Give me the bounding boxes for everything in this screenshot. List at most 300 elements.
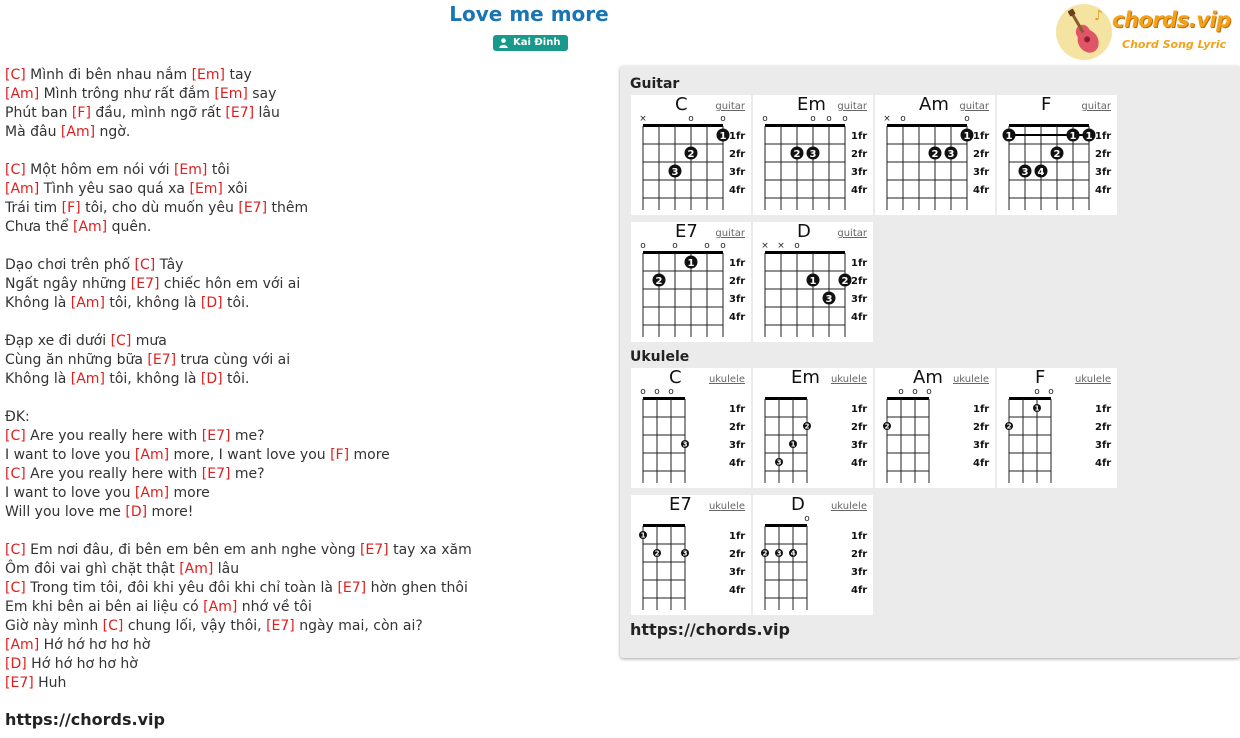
chord-name: D <box>791 494 805 515</box>
finger-dot <box>639 531 647 540</box>
finger-dot <box>669 165 682 179</box>
fret-label: 3fr <box>729 294 746 305</box>
open-string-mark: o <box>804 514 810 524</box>
lyric-text: Will you love me <box>5 504 126 520</box>
open-string-mark: o <box>704 241 710 251</box>
lyric-text: lâu <box>213 561 240 577</box>
fret-label: 2fr <box>851 276 868 287</box>
lyric-line <box>5 218 605 237</box>
lyric-text: more <box>169 485 210 501</box>
svg-text:1: 1 <box>687 258 695 269</box>
fret-label: 1fr <box>729 131 746 142</box>
chord-mark[interactable]: [Am] <box>134 485 170 501</box>
guitar-link[interactable]: guitar <box>837 228 867 239</box>
chord-mark[interactable]: [C] <box>5 580 26 596</box>
lyric-text: tôi. <box>222 371 250 387</box>
guitar-chord-card-e7[interactable] <box>631 222 751 342</box>
chord-mark[interactable]: [Am] <box>203 599 238 615</box>
footer-site-link[interactable]: https://chords.vip <box>5 710 165 729</box>
svg-text:1: 1 <box>809 276 817 287</box>
lyric-text: Phút ban <box>5 105 72 121</box>
finger-dot <box>775 458 783 467</box>
chord-mark[interactable]: [E7] <box>201 428 231 444</box>
open-string-mark: o <box>926 387 932 397</box>
fret-label: 4fr <box>729 185 746 196</box>
open-string-mark: o <box>688 114 694 124</box>
fret-label: 2fr <box>851 422 868 433</box>
lyric-line <box>5 408 605 427</box>
lyric-blank-line <box>5 389 605 408</box>
guitar-chord-card-am[interactable] <box>875 95 995 215</box>
lyric-line <box>5 484 605 503</box>
finger-dot <box>1051 147 1064 161</box>
guitar-chord-card-d[interactable] <box>753 222 873 342</box>
fret-label: 1fr <box>729 404 746 415</box>
guitar-heading: Guitar <box>630 76 680 92</box>
fret-label: 2fr <box>1095 422 1112 433</box>
lyric-line <box>5 636 605 655</box>
ukulele-chord-card-e7[interactable] <box>631 495 751 615</box>
fret-label: 3fr <box>973 440 990 451</box>
lyric-text: Are you really here with <box>25 428 202 444</box>
finger-dot <box>653 274 666 288</box>
lyric-text: Em khi bên ai bên ai liệu có <box>5 599 204 615</box>
finger-dot <box>761 549 769 558</box>
logo-brand: chords.vip <box>1112 8 1231 32</box>
open-string-mark: o <box>912 387 918 397</box>
open-string-mark: o <box>810 114 816 124</box>
logo-tagline: Chord Song Lyric <box>1122 38 1227 51</box>
chord-mark[interactable]: [Em] <box>214 86 248 102</box>
svg-text:1: 1 <box>719 131 727 142</box>
open-string-mark: o <box>640 387 646 397</box>
lyric-text: Mình đi bên nhau nắm <box>25 67 192 83</box>
ukulele-link[interactable]: ukulele <box>952 374 989 385</box>
lyric-text: Tây <box>155 257 184 273</box>
guitar-link[interactable]: guitar <box>715 228 745 239</box>
site-logo[interactable] <box>1052 2 1240 62</box>
guitar-chord-card-c[interactable] <box>631 95 751 215</box>
svg-text:3: 3 <box>682 549 688 558</box>
lyric-line <box>5 256 605 275</box>
chord-mark[interactable]: [Am] <box>5 86 40 102</box>
lyric-text: Mà đâu <box>5 124 61 140</box>
chord-mark[interactable]: [C] <box>5 428 26 444</box>
fret-label: 3fr <box>729 440 746 451</box>
lyric-text: Tình yêu sao quá xa <box>39 181 190 197</box>
lyric-blank-line <box>5 237 605 256</box>
open-string-mark: o <box>720 241 726 251</box>
song-title: Love me more <box>449 2 609 26</box>
ukulele-heading: Ukulele <box>630 349 690 365</box>
fret-label: 4fr <box>729 312 746 323</box>
svg-text:3: 3 <box>1021 167 1029 178</box>
open-string-mark: o <box>720 114 726 124</box>
svg-text:1: 1 <box>640 531 646 540</box>
fret-label: 1fr <box>851 131 868 142</box>
lyric-line <box>5 85 605 104</box>
lyric-text: Are you really here with <box>25 466 202 482</box>
svg-text:3: 3 <box>682 440 688 449</box>
chord-mark[interactable]: [Am] <box>179 561 214 577</box>
fret-label: 4fr <box>851 458 868 469</box>
lyric-text: nhớ về tôi <box>237 599 312 615</box>
ukulele-chord-card-f[interactable] <box>997 368 1117 488</box>
svg-text:1: 1 <box>1069 131 1077 142</box>
finger-dot <box>945 147 958 161</box>
lyric-text: tay xa xăm <box>388 542 472 558</box>
chord-mark[interactable]: [Am] <box>5 181 40 197</box>
lyric-line <box>5 161 605 180</box>
guitar-chord-card-f[interactable] <box>997 95 1117 215</box>
chord-mark[interactable]: [E7] <box>359 542 389 558</box>
chord-mark[interactable]: [Em] <box>173 162 208 178</box>
lyric-text: me? <box>230 466 265 482</box>
finger-dot <box>1005 422 1013 431</box>
ukulele-link[interactable]: ukulele <box>830 374 867 385</box>
finger-dot <box>1035 165 1048 179</box>
svg-text:3: 3 <box>947 149 955 160</box>
svg-text:4: 4 <box>1037 167 1045 178</box>
muted-string-mark: × <box>883 114 891 124</box>
lyric-text: thêm <box>267 200 309 216</box>
lyric-text: more <box>349 447 390 463</box>
lyric-line <box>5 579 605 598</box>
finger-dot <box>807 274 820 288</box>
user-icon <box>499 38 508 48</box>
svg-text:2: 2 <box>762 549 768 558</box>
fret-label: 4fr <box>1095 185 1112 196</box>
lyric-text: đầu, mình ngỡ rất <box>90 105 226 121</box>
finger-dot <box>717 129 730 143</box>
svg-text:1: 1 <box>790 440 796 449</box>
muted-string-mark: × <box>777 241 785 251</box>
chord-name: Am <box>913 367 943 388</box>
lyric-text: chung lối, vậy thôi, <box>123 618 267 634</box>
ukulele-chord-card-c[interactable] <box>631 368 751 488</box>
lyric-line <box>5 541 605 560</box>
svg-text:1: 1 <box>1034 404 1040 413</box>
finger-dot <box>961 129 974 143</box>
svg-text:2: 2 <box>1006 422 1012 431</box>
finger-dot <box>823 292 836 306</box>
svg-text:♪: ♪ <box>1094 8 1103 24</box>
lyric-line <box>5 503 605 522</box>
chord-mark[interactable]: [E7] <box>201 466 231 482</box>
finger-dot <box>775 549 783 558</box>
chord-mark[interactable]: [Em] <box>189 181 223 197</box>
muted-string-mark: × <box>639 114 647 124</box>
guitar-link[interactable]: guitar <box>837 101 867 112</box>
chord-mark[interactable]: [F] <box>61 200 81 216</box>
ukulele-chord-card-em[interactable] <box>753 368 873 488</box>
artist-name: Kai Đinh <box>513 37 561 48</box>
chord-mark[interactable]: [Am] <box>5 637 40 653</box>
fret-label: 1fr <box>729 258 746 269</box>
lyric-text: Không là <box>5 371 71 387</box>
lyric-line <box>5 66 605 85</box>
lyric-text: hờn ghen thôi <box>366 580 468 596</box>
lyric-text: mưa <box>131 333 167 349</box>
chord-mark[interactable]: [Am] <box>134 447 170 463</box>
ukulele-chord-diagram <box>753 495 873 615</box>
lyric-line <box>5 199 605 218</box>
chord-name: C <box>669 367 682 388</box>
svg-text:2: 2 <box>804 422 810 431</box>
fret-label: 1fr <box>851 404 868 415</box>
svg-text:3: 3 <box>776 549 782 558</box>
fret-label: 4fr <box>1095 458 1112 469</box>
finger-dot <box>803 422 811 431</box>
svg-text:2: 2 <box>655 276 663 287</box>
fret-label: 2fr <box>729 422 746 433</box>
fret-label: 3fr <box>973 167 990 178</box>
lyric-text: Cùng ăn những bữa <box>5 352 148 368</box>
guitar-link[interactable]: guitar <box>715 101 745 112</box>
open-string-mark: o <box>654 387 660 397</box>
lyric-text: quên. <box>107 219 152 235</box>
lyric-text: Đạp xe đi dưới <box>5 333 111 349</box>
lyric-text: I want to love you <box>5 447 135 463</box>
open-string-mark: o <box>672 241 678 251</box>
lyric-line <box>5 275 605 294</box>
finger-dot <box>1067 129 1080 143</box>
fret-label: 3fr <box>851 567 868 578</box>
lyric-line <box>5 617 605 636</box>
ukulele-chord-card-am[interactable] <box>875 368 995 488</box>
fret-label: 2fr <box>729 549 746 560</box>
lyric-blank-line <box>5 142 605 161</box>
chord-mark[interactable]: [C] <box>102 618 124 634</box>
chord-name: Em <box>797 94 826 115</box>
chord-mark[interactable]: [C] <box>5 542 26 558</box>
chord-mark[interactable]: [C] <box>110 333 132 349</box>
lyric-line <box>5 104 605 123</box>
lyric-text: tôi <box>207 162 230 178</box>
open-string-mark: o <box>900 114 906 124</box>
fret-label: 2fr <box>1095 149 1112 160</box>
svg-text:1: 1 <box>1085 131 1093 142</box>
chord-mark[interactable]: [E7] <box>147 352 177 368</box>
fret-label: 1fr <box>1095 404 1112 415</box>
svg-text:1: 1 <box>963 131 971 142</box>
lyric-text: tôi, cho dù muốn yêu <box>80 200 239 216</box>
chord-mark[interactable]: [Am] <box>60 124 96 140</box>
lyric-text: me? <box>230 428 265 444</box>
chord-panel <box>620 66 1240 658</box>
fret-label: 3fr <box>851 294 868 305</box>
chord-mark[interactable]: [D] <box>200 371 223 387</box>
lyric-line <box>5 294 605 313</box>
finger-dot <box>1003 129 1016 143</box>
ukulele-link[interactable]: ukulele <box>1074 374 1111 385</box>
lyric-text: Em nơi đâu, đi bên em bên em anh nghe vòng <box>25 542 360 558</box>
fret-label: 1fr <box>973 404 990 415</box>
lyric-text: Trong tim tôi, đôi khi yêu đôi khi chỉ toàn là <box>25 580 338 596</box>
ukulele-link[interactable]: ukulele <box>830 501 867 512</box>
finger-dot <box>883 422 891 431</box>
svg-text:3: 3 <box>809 149 817 160</box>
chord-mark[interactable]: [Am] <box>70 371 105 387</box>
open-string-mark: o <box>842 114 848 124</box>
chord-mark[interactable]: [E7] <box>225 105 255 121</box>
svg-text:2: 2 <box>931 149 939 160</box>
svg-text:3: 3 <box>671 167 679 178</box>
lyric-text: Huh <box>33 675 67 691</box>
chord-mark[interactable]: [F] <box>71 105 91 121</box>
open-string-mark: o <box>826 114 832 124</box>
fret-label: 1fr <box>1095 131 1112 142</box>
open-string-mark: o <box>1034 387 1040 397</box>
lyric-text: Giờ này mình <box>5 618 103 634</box>
lyric-line <box>5 427 605 446</box>
lyrics-body <box>5 66 605 693</box>
svg-text:2: 2 <box>1053 149 1061 160</box>
panel-site-link[interactable]: https://chords.vip <box>630 620 790 639</box>
lyric-blank-line <box>5 522 605 541</box>
svg-text:2: 2 <box>793 149 801 160</box>
lyric-text: lâu <box>254 105 280 121</box>
open-string-mark: o <box>898 387 904 397</box>
svg-text:3: 3 <box>776 458 782 467</box>
lyric-text: Trái tim <box>5 200 62 216</box>
svg-text:2: 2 <box>841 276 849 287</box>
lyric-text: ngày mai, còn ai? <box>294 618 423 634</box>
lyric-text: ĐK: <box>5 409 30 425</box>
guitar-chord-diagram <box>753 222 873 342</box>
fret-label: 4fr <box>851 312 868 323</box>
chord-name: E7 <box>669 494 692 515</box>
chord-mark[interactable]: [F] <box>330 447 350 463</box>
finger-dot <box>791 147 804 161</box>
chord-mark[interactable]: [E7] <box>266 618 295 634</box>
finger-dot <box>681 549 689 558</box>
lyric-text: tôi, không là <box>104 371 201 387</box>
fret-label: 1fr <box>851 258 868 269</box>
ukulele-chord-card-d[interactable] <box>753 495 873 615</box>
lyric-line <box>5 465 605 484</box>
chord-mark[interactable]: [Am] <box>72 219 108 235</box>
finger-dot <box>681 440 689 449</box>
chord-mark[interactable]: [D] <box>125 504 148 520</box>
chord-name: E7 <box>675 221 698 242</box>
lyric-text: Ôm đôi vai ghì chặt thật <box>5 561 180 577</box>
chord-mark[interactable]: [Em] <box>191 67 225 83</box>
lyric-text: Chưa thể <box>5 219 73 235</box>
lyric-line <box>5 560 605 579</box>
lyric-text: I want to love you <box>5 485 135 501</box>
fret-label: 2fr <box>973 149 990 160</box>
fret-label: 2fr <box>973 422 990 433</box>
lyric-line <box>5 332 605 351</box>
fret-label: 1fr <box>729 531 746 542</box>
guitar-link[interactable]: guitar <box>1081 101 1111 112</box>
chord-name: F <box>1035 367 1046 388</box>
finger-dot <box>1083 129 1096 143</box>
lyric-line <box>5 370 605 389</box>
lyric-text: ngờ. <box>95 124 131 140</box>
chord-mark[interactable]: [Am] <box>70 295 105 311</box>
fret-label: 4fr <box>729 585 746 596</box>
fret-label: 4fr <box>851 585 868 596</box>
chord-name: Em <box>791 367 820 388</box>
finger-dot <box>685 256 698 270</box>
fret-label: 3fr <box>1095 167 1112 178</box>
chord-mark[interactable]: [D] <box>200 295 223 311</box>
finger-dot <box>807 147 820 161</box>
lyric-text: Hớ hớ hơ hơ hờ <box>39 637 151 653</box>
artist-badge[interactable] <box>493 35 568 51</box>
fret-label: 4fr <box>851 185 868 196</box>
lyric-text: say <box>247 86 277 102</box>
fret-label: 3fr <box>729 167 746 178</box>
svg-text:2: 2 <box>654 549 660 558</box>
ukulele-chord-diagram <box>631 368 751 488</box>
lyric-line <box>5 446 605 465</box>
lyric-text: chiếc hôn em với ai <box>159 276 301 292</box>
chord-mark[interactable]: [E7] <box>5 675 34 691</box>
guitar-chord-card-em[interactable] <box>753 95 873 215</box>
chord-name: F <box>1041 94 1052 115</box>
open-string-mark: o <box>794 241 800 251</box>
finger-dot <box>929 147 942 161</box>
lyric-line <box>5 674 605 693</box>
ukulele-link[interactable]: ukulele <box>708 501 745 512</box>
chord-mark[interactable]: [E7] <box>337 580 367 596</box>
chord-name: C <box>675 94 688 115</box>
fret-label: 4fr <box>973 458 990 469</box>
lyric-text: xôi <box>222 181 248 197</box>
svg-text:3: 3 <box>825 294 833 305</box>
fret-label: 1fr <box>851 531 868 542</box>
lyric-text: tay <box>225 67 252 83</box>
fret-label: 2fr <box>851 149 868 160</box>
guitar-chord-diagram <box>997 95 1117 215</box>
lyric-text: tôi. <box>222 295 250 311</box>
lyric-line <box>5 655 605 674</box>
chord-mark[interactable]: [E7] <box>130 276 160 292</box>
finger-dot <box>1033 404 1041 413</box>
finger-dot <box>685 147 698 161</box>
chord-mark[interactable]: [E7] <box>238 200 268 216</box>
lyric-text: trưa cùng với ai <box>176 352 291 368</box>
chord-mark[interactable]: [C] <box>134 257 156 273</box>
ukulele-chord-diagram <box>997 368 1117 488</box>
chord-mark[interactable]: [D] <box>5 656 27 672</box>
lyric-blank-line <box>5 313 605 332</box>
fret-label: 2fr <box>729 276 746 287</box>
svg-text:1: 1 <box>1005 131 1013 142</box>
open-string-mark: o <box>964 114 970 124</box>
chord-name: Am <box>919 94 949 115</box>
guitar-link[interactable]: guitar <box>959 101 989 112</box>
chord-mark[interactable]: [C] <box>5 162 26 178</box>
open-string-mark: o <box>640 241 646 251</box>
chord-mark[interactable]: [C] <box>5 67 26 83</box>
fret-label: 3fr <box>1095 440 1112 451</box>
ukulele-link[interactable]: ukulele <box>708 374 745 385</box>
open-string-mark: o <box>1048 387 1054 397</box>
open-string-mark: o <box>762 114 768 124</box>
lyric-text: Hớ hớ hơ hơ hờ <box>26 656 138 672</box>
fret-label: 1fr <box>973 131 990 142</box>
svg-text:2: 2 <box>884 422 890 431</box>
guitar-chord-diagram <box>631 95 751 215</box>
lyric-line <box>5 351 605 370</box>
chord-mark[interactable]: [C] <box>5 466 26 482</box>
fret-label: 2fr <box>851 549 868 560</box>
lyric-text: Không là <box>5 295 71 311</box>
